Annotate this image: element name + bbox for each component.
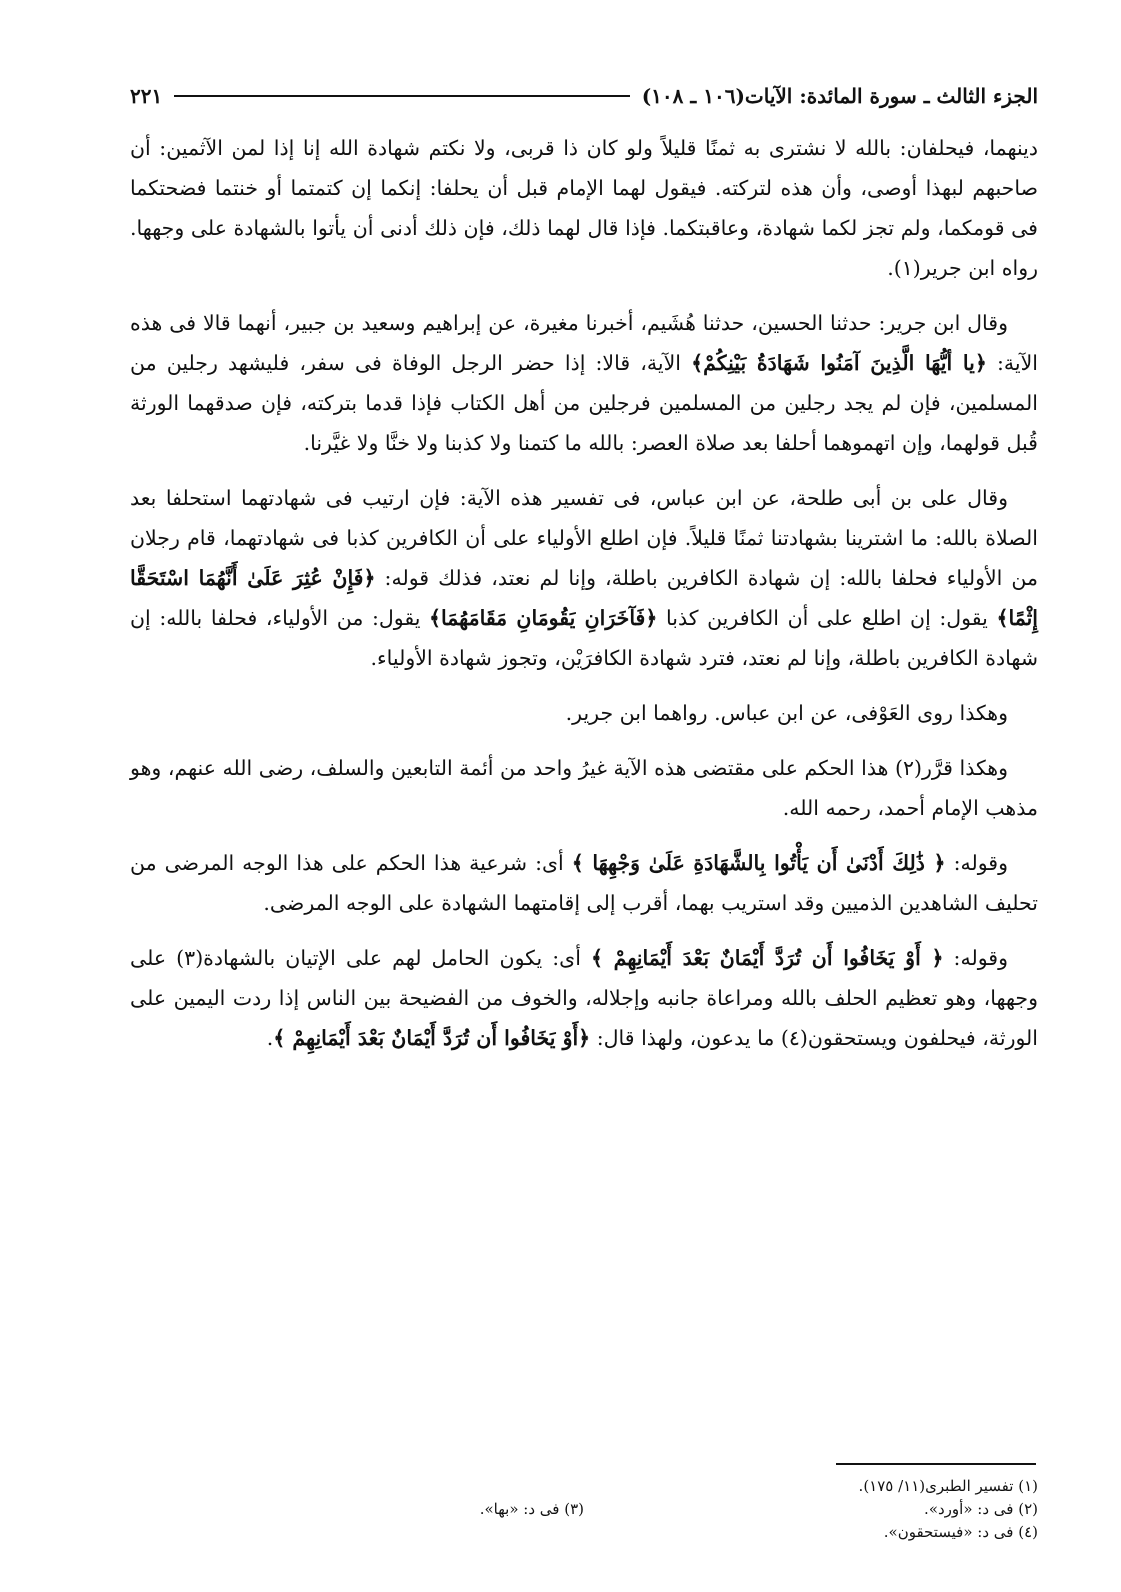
footnote-separator [836, 1463, 1036, 1465]
paragraph [130, 478, 1038, 678]
paragraph [130, 748, 1038, 828]
paragraph-text: وقوله: [943, 946, 1008, 970]
footnote-3: (٣) فى د: «بها». [479, 1500, 584, 1518]
footnotes [130, 1475, 1038, 1544]
paragraph-text: وقال ابن جرير: حدثنا الحسين، حدثنا هُشَيم، أخبرنا مغيرة، عن إبراهيم وسعيد بن جبير، أنهما قالا فى هذه الآية: [130, 311, 1038, 375]
footnote-2: (٢) فى د: «أورد». [924, 1500, 1038, 1518]
paragraph-text: . [266, 1026, 274, 1050]
footnote-1: (١) تفسير الطبرى(١١/ ١٧٥). [858, 1477, 1038, 1495]
paragraph-text: وهكذا قرَّر(٢) هذا الحكم على مقتضى هذه الآية غيرُ واحد من أئمة التابعين والسلف، رضى الله عنهم، وهو مذهب الإمام أحمد، رحمه الله. [130, 756, 1038, 820]
quran-quote: ﴿فَآخَرَانِ يَقُومَانِ مَقَامَهُمَا﴾ [429, 606, 658, 630]
paragraph [130, 843, 1038, 923]
paragraph [130, 303, 1038, 463]
page-number: ٢٢١ [130, 84, 163, 108]
paragraph-text: يقول: إن اطلع على أن الكافرين كذبا [657, 606, 997, 630]
running-header [130, 78, 1038, 114]
paragraph-text: أى: شرعية هذا الحكم على هذا الوجه المرضى من تحليف الشاهدين الذميين وقد استريب بهما، أقرب إلى إقامتهما الشهادة على الوجه المرضى. [130, 851, 1038, 915]
paragraph [130, 128, 1038, 288]
quran-quote: ﴿ ذَٰلِكَ أَدْنَىٰ أَن يَأْتُوا بِالشَّهَادَةِ عَلَىٰ وَجْهِهَا ﴾ [571, 851, 946, 875]
paragraph-text: وهكذا روى العَوْفى، عن ابن عباس. رواهما ابن جرير. [565, 701, 1008, 725]
quran-quote: ﴿يا أيُّهَا الَّذِينَ آمَنُوا شَهَادَةُ بَيْنِكُمْ﴾ [691, 351, 987, 375]
quran-quote: ﴿أَوْ يَخَافُوا أَن تُرَدَّ أَيْمَانٌ بَعْدَ أَيْمَانِهِمْ ﴾ [273, 1026, 591, 1050]
paragraph-text: أى: يكون الحامل لهم على الإتيان بالشهادة(٣) على وجهها، وهو تعظيم الحلف بالله ومراعاة جانبه وإجلاله، والخوف من الفضيحة بين الناس إذا ردت اليمين على الورثة، فيحلفون ويستحقون(٤) ما يدعون، ولهذا قال: [130, 946, 1038, 1050]
paragraph-text: دينهما، فيحلفان: بالله لا نشترى به ثمنًا قليلاً ولو كان ذا قربى، ولا نكتم شهادة الله إنا إذا لمن الآثمين: أن صاحبهم لبهذا أوصى، وأن هذه لتركته. فيقول لهما الإمام قبل أن يحلفا: إنكما إن كتمتما أو خنتما فضحتكما فى قومكما، ولم تجز لكما شهادة، وعاقبتكما. فإذا قال لهما ذلك، فإن ذلك أدنى أن يأتوا بالشهادة على وجهها. رواه ابن جرير(١). [130, 136, 1038, 280]
paragraph-text: الآية، قالا: إذا حضر الرجل الوفاة فى سفر، فليشهد رجلين من المسلمين، فإن لم يجد رجلين من المسلمين فرجلين من أهل الكتاب فإذا قدما بتركته، فإن صدقهما الورثة قُبل قولهما، وإن اتهموهما أحلفا بعد صلاة العصر: بالله ما كتمنا ولا كذبنا ولا خنَّا ولا غيَّرنا. [130, 351, 1038, 455]
paragraph-text: يقول: من الأولياء، فحلفا بالله: إن شهادة الكافرين باطلة، وإنا لم نعتد، فترد شهادة الكافرَيْن، وتجوز شهادة الأولياء. [130, 606, 1038, 670]
paragraph [130, 938, 1038, 1058]
footnote-row [130, 1498, 1038, 1521]
quran-quote: ﴿ أَوْ يَخَافُوا أَن تُرَدَّ أَيْمَانٌ بَعْدَ أَيْمَانِهِمْ ﴾ [590, 946, 944, 970]
paragraph-text: وقال على بن أبى طلحة، عن ابن عباس، فى تفسير هذه الآية: فإن ارتيب فى شهادتهما استحلفا بعد الصلاة بالله: ما اشترينا بشهادتنا ثمنًا قليلاً. فإن اطلع الأولياء على أن الكافرين كذبا فى شهادتهما، قام رجلان من الأولياء فحلفا بالله: إن شهادة الكافرين باطلة، وإنا لم نعتد، فذلك قوله: [130, 486, 1038, 590]
paragraph [130, 693, 1038, 733]
footnote-4: (٤) فى د: «فيستحقون». [883, 1523, 1038, 1541]
paragraph-text: وقوله: [945, 851, 1008, 875]
header-title: الجزء الثالث ـ سورة المائدة: الآيات(١٠٦ ـ ١٠٨) [641, 84, 1038, 108]
main-text [130, 128, 1038, 1073]
header-rule [174, 95, 629, 97]
quran-quote: ﴿فَإِنْ عُثِرَ عَلَىٰ أَنَّهُمَا اسْتَحَقَّا إِثْمًا﴾ [130, 566, 1038, 630]
